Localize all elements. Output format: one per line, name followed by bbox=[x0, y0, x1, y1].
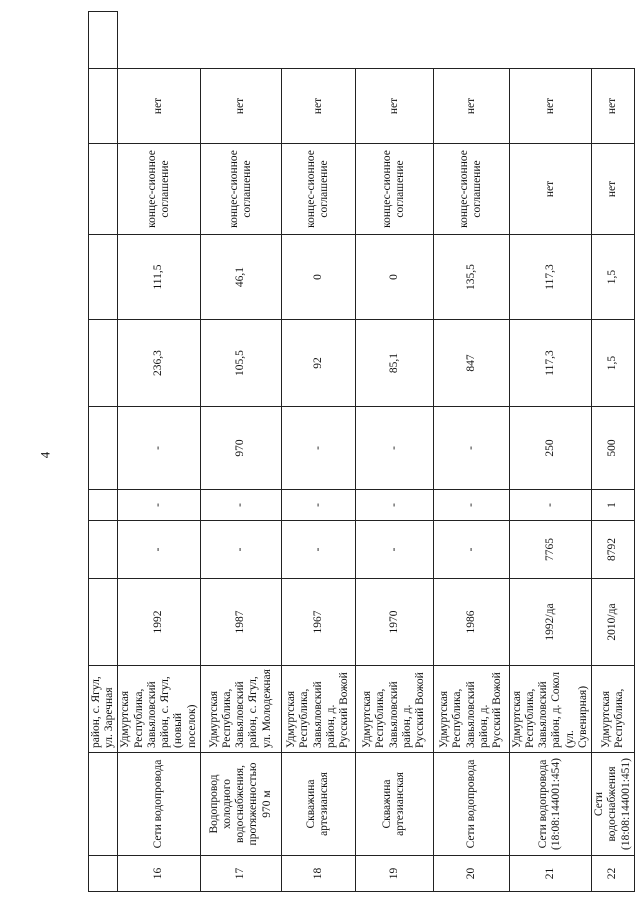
cell-c5: - bbox=[433, 521, 509, 579]
cell-c6: - bbox=[200, 490, 281, 521]
cell-c11: нет bbox=[509, 69, 591, 144]
cell-c5: - bbox=[118, 521, 200, 579]
address-cell: район, с. Ягул, ул. Заречная bbox=[89, 666, 118, 753]
cell-name: Скважина артезианская bbox=[355, 753, 433, 856]
rotated-table-container bbox=[88, 12, 632, 892]
cell-c7: - bbox=[281, 407, 355, 490]
cell-c9: 111,5 bbox=[118, 235, 200, 320]
cell-c8: 1,5 bbox=[592, 320, 635, 407]
cell-c11: нет bbox=[592, 69, 635, 144]
cell-c8: 847 bbox=[433, 320, 509, 407]
cell-address: Удмуртская Республика, Завьяловский район, с. Ягул, ул. Молодежная bbox=[200, 666, 281, 753]
cell-c7: - bbox=[433, 407, 509, 490]
cell-name: Сети водопровода bbox=[118, 753, 200, 856]
cell-c10: концес-сионное соглашение bbox=[118, 144, 200, 235]
cell-c10: нет bbox=[509, 144, 591, 235]
table-row-top bbox=[89, 12, 118, 892]
cell-name: Скважина артезианская bbox=[281, 753, 355, 856]
cell-c9: 0 bbox=[355, 235, 433, 320]
cell-num: 19 bbox=[355, 856, 433, 892]
table-row bbox=[509, 12, 591, 892]
cell-year: 1992 bbox=[118, 579, 200, 666]
cell-c10: концес-сионное соглашение bbox=[281, 144, 355, 235]
cell-name: Сети водопровода (18:08:144001:454) bbox=[509, 753, 591, 856]
cell-c9: 117,3 bbox=[509, 235, 591, 320]
cell-c10: концес-сионное соглашение bbox=[355, 144, 433, 235]
cell-c7: 500 bbox=[592, 407, 635, 490]
cell-num: 16 bbox=[118, 856, 200, 892]
table-row bbox=[355, 12, 433, 892]
cell-c8: 85,1 bbox=[355, 320, 433, 407]
cell-c6: - bbox=[433, 490, 509, 521]
cell-year: 1992/да bbox=[509, 579, 591, 666]
cell-c7: 250 bbox=[509, 407, 591, 490]
table-row bbox=[281, 12, 355, 892]
cell-num: 17 bbox=[200, 856, 281, 892]
table-row bbox=[118, 12, 200, 892]
cell-name: Сети водопровода bbox=[433, 753, 509, 856]
cell-c5: - bbox=[355, 521, 433, 579]
cell-c11: нет bbox=[200, 69, 281, 144]
table-row bbox=[592, 12, 635, 892]
cell-c11: нет bbox=[281, 69, 355, 144]
cell-c5: - bbox=[281, 521, 355, 579]
cell-address: Удмуртская Республика, Завьяловский район, с. Ягул, (новый поселок) bbox=[118, 666, 200, 753]
cell-c10: концес-сионное соглашение bbox=[433, 144, 509, 235]
cell-c6: - bbox=[118, 490, 200, 521]
cell-c10: концес-сионное соглашение bbox=[200, 144, 281, 235]
cell-year: 2010/да bbox=[592, 579, 635, 666]
cell-c11: нет bbox=[118, 69, 200, 144]
cell-c7: 970 bbox=[200, 407, 281, 490]
table-row bbox=[200, 12, 281, 892]
cell-year: 1967 bbox=[281, 579, 355, 666]
cell-name: Сети водоснабжения (18:08:144001:451) bbox=[592, 753, 635, 856]
cell-c5: 8792 bbox=[592, 521, 635, 579]
cell-num: 18 bbox=[281, 856, 355, 892]
cell-address: Удмуртская Республика, Завьяловский район, д. Русский Вожой bbox=[281, 666, 355, 753]
page-number: 4 bbox=[37, 451, 53, 459]
cell-c6: - bbox=[509, 490, 591, 521]
cell-c8: 105,5 bbox=[200, 320, 281, 407]
cell-num: 22 bbox=[592, 856, 635, 892]
cell-address: Удмуртская Республика, Завьяловский район, д. Русский Вожой bbox=[433, 666, 509, 753]
cell-c6: 1 bbox=[592, 490, 635, 521]
cell-year: 1970 bbox=[355, 579, 433, 666]
cell-c10: нет bbox=[592, 144, 635, 235]
cell-address: Удмуртская Республика, bbox=[592, 666, 635, 753]
cell-c5: 7765 bbox=[509, 521, 591, 579]
cell-c6: - bbox=[355, 490, 433, 521]
cell-name: Водопровод холодного водоснабжения, протяженностью 970 м bbox=[200, 753, 281, 856]
cell-c9: 0 bbox=[281, 235, 355, 320]
cell-c8: 236,3 bbox=[118, 320, 200, 407]
cell-c11: нет bbox=[433, 69, 509, 144]
table-row bbox=[433, 12, 509, 892]
cell-num: 21 bbox=[509, 856, 591, 892]
cell-year: 1987 bbox=[200, 579, 281, 666]
cell-c7: - bbox=[118, 407, 200, 490]
cell-c9: 46,1 bbox=[200, 235, 281, 320]
cell-address: Удмуртская Республика, Завьяловский район, д. Русский Вожой bbox=[355, 666, 433, 753]
cell-year: 1986 bbox=[433, 579, 509, 666]
cell-num: 20 bbox=[433, 856, 509, 892]
cell-c9: 1,5 bbox=[592, 235, 635, 320]
cell-c8: 117,3 bbox=[509, 320, 591, 407]
cell-c8: 92 bbox=[281, 320, 355, 407]
cell-c6: - bbox=[281, 490, 355, 521]
assets-table bbox=[88, 11, 635, 892]
cell-c5: - bbox=[200, 521, 281, 579]
cell-address: Удмуртская Республика, Завьяловский район, д. Сокол (ул. Сувенирная) bbox=[509, 666, 591, 753]
cell-c11: нет bbox=[355, 69, 433, 144]
cell-c9: 135,5 bbox=[433, 235, 509, 320]
cell-c7: - bbox=[355, 407, 433, 490]
